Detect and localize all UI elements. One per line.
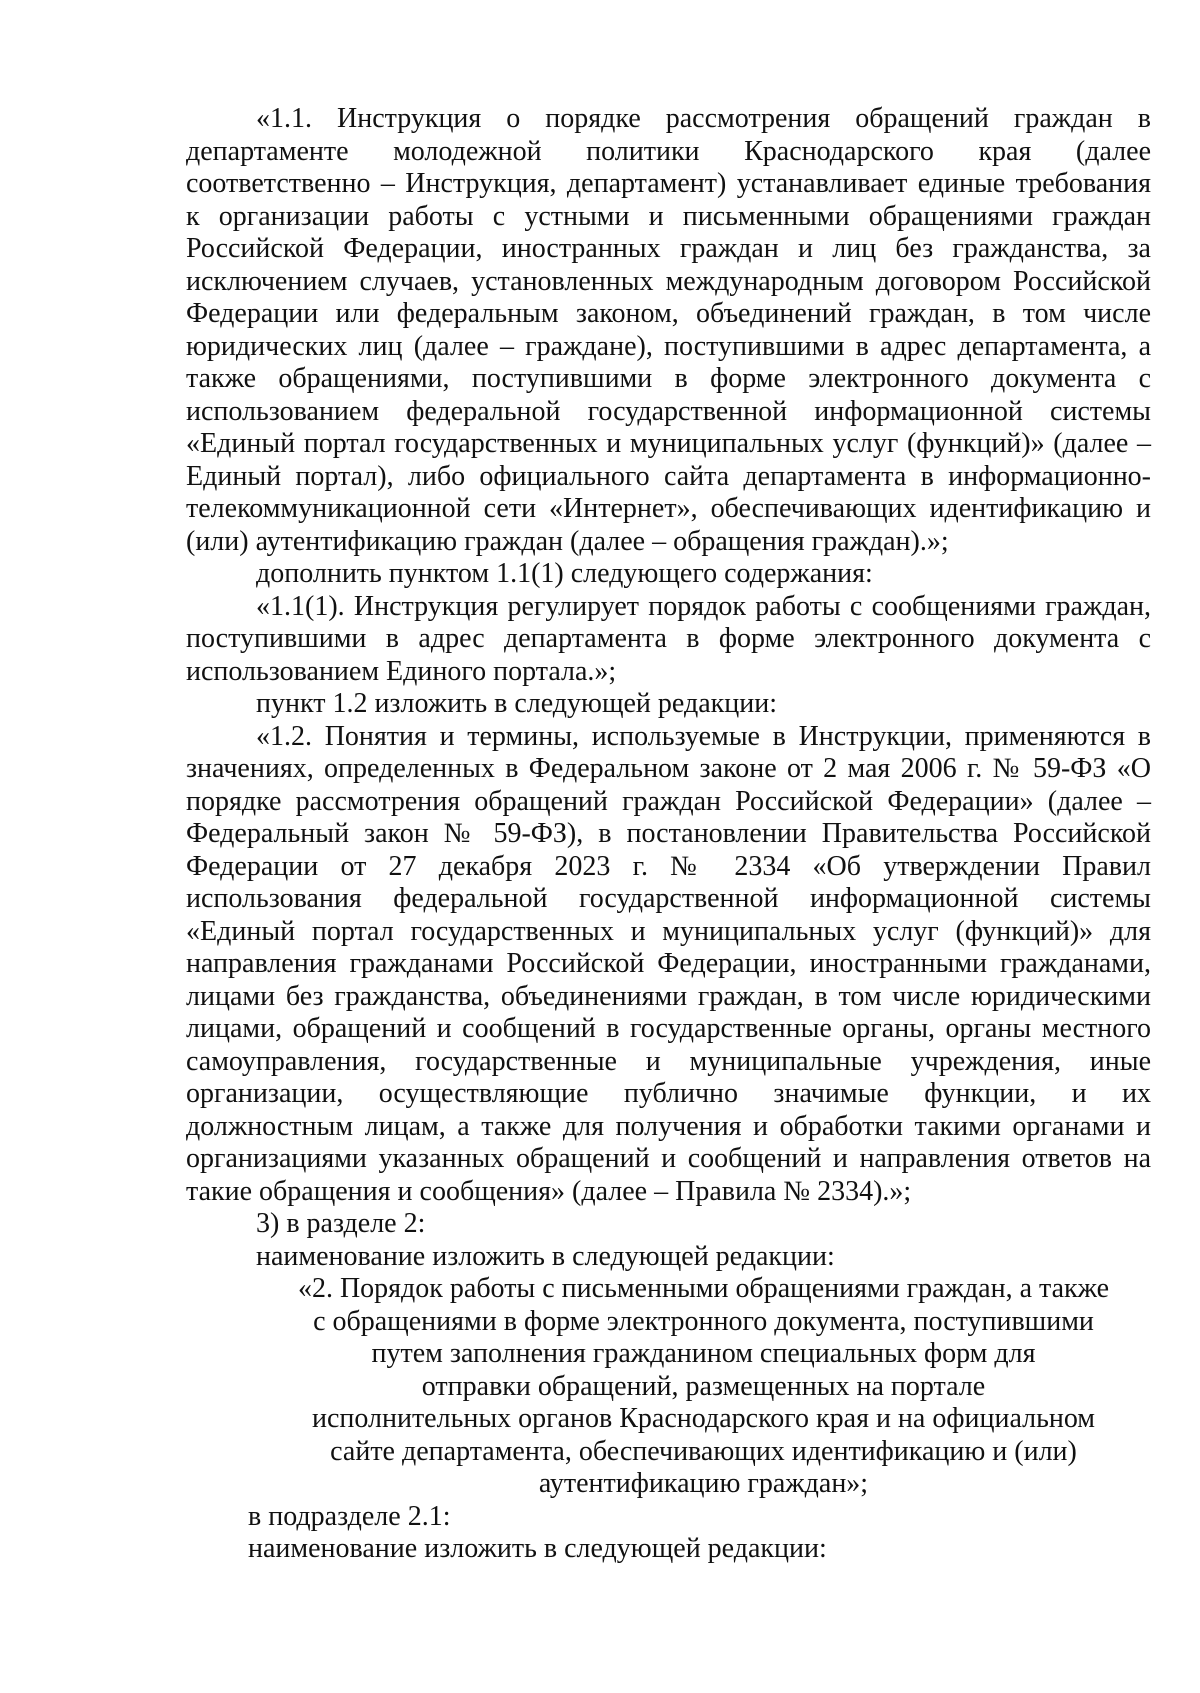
paragraph-subsection-title-edit: наименование изложить в следующей редакции:: [248, 1533, 827, 1564]
section-2-heading: [186, 1273, 1151, 1501]
paragraph-1-1-1: «1.1(1). Инструкция регулирует порядок работы с сообщениями граждан, поступившими в адрес департамента в форме электронного документа с использованием Единого портала.»;: [186, 590, 1151, 687]
paragraph-title-edit: наименование изложить в следующей редакции:: [256, 1240, 835, 1272]
paragraph-point-1-2: пункт 1.2 изложить в следующей редакции:: [256, 688, 777, 719]
document-body: [186, 103, 1151, 1566]
heading-line: путем заполнения гражданином специальных форм для: [371, 1338, 1036, 1369]
heading-line: «2. Порядок работы с письменными обращениями граждан, а также: [297, 1273, 1110, 1304]
heading-line: аутентификацию граждан»;: [538, 1468, 869, 1499]
paragraph-add-1-1-1: дополнить пунктом 1.1(1) следующего содержания:: [256, 558, 873, 589]
heading-line: отправки обращений, размещенных на портале: [421, 1370, 986, 1402]
paragraph-subsection-2-1: в подразделе 2.1:: [248, 1500, 451, 1532]
paragraph-section-2: 3) в разделе 2:: [256, 1208, 426, 1239]
paragraph-1-1: «1.1. Инструкция о порядке рассмотрения обращений граждан в департаменте молодежной политики Краснодарского края (далее соответственно – Инструкция, департамент) устанавливает единые требования к организации работы с устными и письменными обращениями граждан Российской Федерации, иностранных граждан и лиц без гражданства, за исключением случаев, установленных международным договором Российской Федерации или федеральным законом, объединений граждан, в том числе юридических лиц (далее – граждане), поступившими в адрес департамента, а также обращениями, поступившими в форме электронного документа с использованием федеральной государственной информационной системы «Единый портал государственных и муниципальных услуг (функций)» (далее – Единый портал), либо официального сайта департамента в информационно-телекоммуникационной сети «Интернет», обеспечивающих идентификацию и (или) аутентификацию граждан (далее – обращения граждан).»;: [186, 103, 1151, 557]
heading-line: исполнительных органов Краснодарского края и на официальном: [311, 1403, 1096, 1434]
paragraph-1-2: «1.2. Понятия и термины, используемые в Инструкции, применяются в значениях, определенных в Федеральном законе от 2 мая 2006 г. № 59-ФЗ «О порядке рассмотрения обращений граждан Российской Федерации» (далее – Федеральный закон № 59-ФЗ), в постановлении Правительства Российской Федерации от 27 декабря 2023 г. № 2334 «Об утверждении Правил использования федеральной государственной информационной системы «Единый портал государственных и муниципальных услуг (функций)» для направления гражданами Российской Федерации, иностранными гражданами, лицами без гражданства, объединениями граждан, в том числе юридическими лицами, обращений и сообщений в государственные органы, органы местного самоуправления, государственные и муниципальные учреждения, иные организации, осуществляющие публично значимые функции, и их должностным лицам, а также для получения и обработки такими органами и организациями указанных обращений и сообщений и направления ответов на такие обращения и сообщения» (далее – Правила № 2334).»;: [186, 720, 1151, 1207]
heading-line: с обращениями в форме электронного документа, поступившими: [313, 1305, 1094, 1337]
heading-line: сайте департамента, обеспечивающих идентификацию и (или): [330, 1435, 1077, 1467]
